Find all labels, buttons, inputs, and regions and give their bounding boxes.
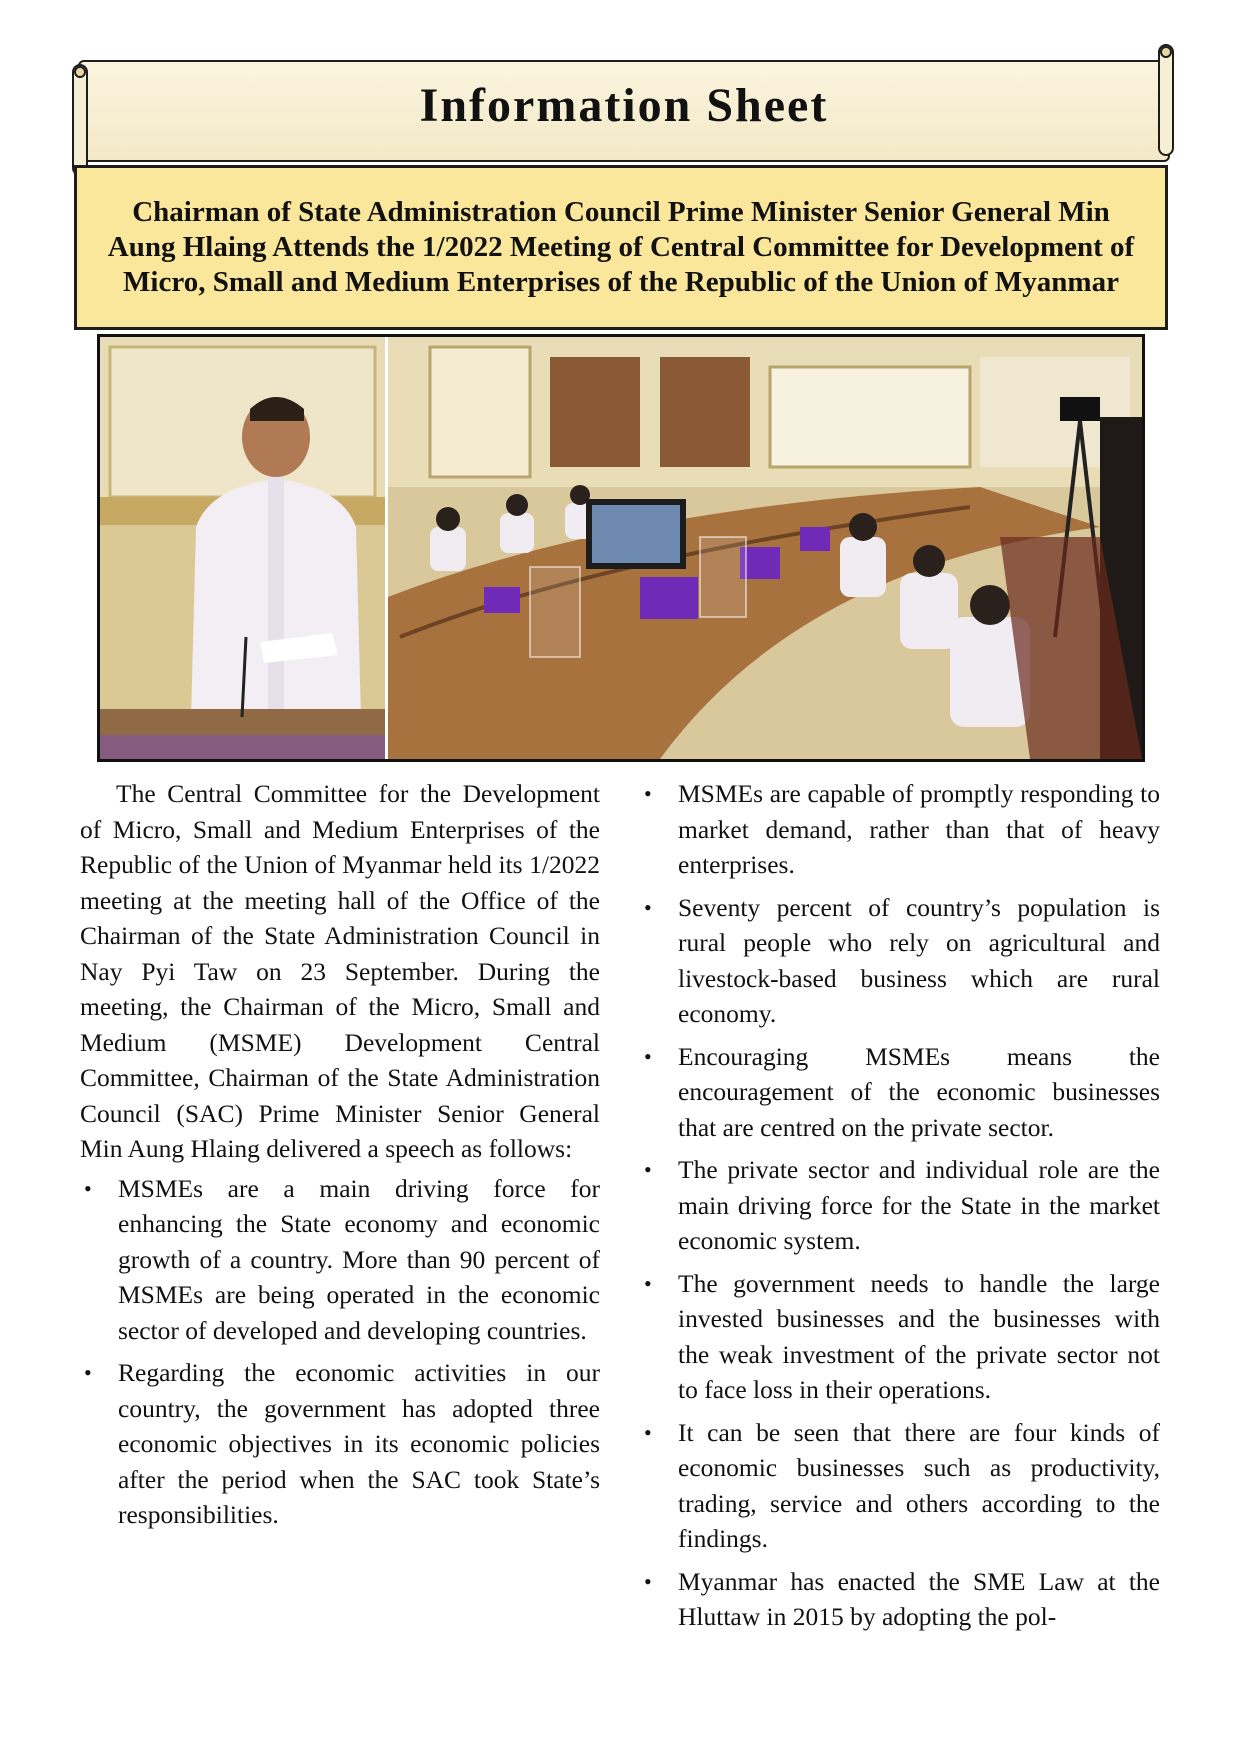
bullet-text: Regarding the economic activities in our country, the government has adopted three economic objectives in its economic policies after the period when the SAC took State’s responsibilities. (118, 1358, 600, 1529)
scroll-knob-left (74, 66, 86, 78)
bullet-icon: • (644, 894, 652, 920)
bullet-text: Myanmar has enacted the SME Law at the Hluttaw in 2015 by adopting the pol- (678, 1566, 1160, 1631)
bullet-icon: • (644, 1568, 652, 1594)
list-item (640, 1564, 1160, 1635)
bullet-text: The government needs to handle the large invested businesses and the businesses with the weak investment of the private sector not to face loss in their operations. (678, 1268, 1160, 1404)
bullet-icon: • (644, 1157, 652, 1182)
list-item (80, 1355, 600, 1533)
bullet-text: Encouraging MSMEs means the encouragement of the economic businesses that are centred on the private sector. (678, 1041, 1160, 1142)
page-title: Information Sheet (419, 79, 829, 132)
bullet-text: Seventy percent of country’s population is rural people who rely on agricultural and livestock-based business which are rural economy. (678, 892, 1160, 1028)
list-item (640, 1152, 1160, 1259)
bullet-icon: • (644, 1419, 652, 1445)
scroll-knob-right (1160, 46, 1172, 58)
body-right-column (640, 776, 1160, 1642)
headline-box (74, 165, 1168, 330)
body-left-column (80, 776, 600, 1540)
right-bullet-list (640, 776, 1160, 1635)
bullet-text: It can be seen that there are four kinds of economic businesses such as productivity, trading, service and others according to the findings. (678, 1417, 1160, 1553)
article-headline: Chairman of State Administration Council Prime Minister Senior General Min Aung Hlaing Attends the 1/2022 Meeting of Central Committee for Development of Micro, Small and Medium Enterprises of the Republic of the Union of Myanmar (107, 196, 1135, 298)
list-item (640, 890, 1160, 1032)
meeting-photo-icon (100, 337, 1142, 759)
bullet-icon: • (84, 1360, 92, 1385)
bullet-icon: • (84, 1175, 92, 1201)
list-item (640, 1039, 1160, 1146)
bullet-icon: • (644, 1270, 652, 1296)
list-item (640, 776, 1160, 883)
bullet-text: MSMEs are capable of promptly responding to market demand, rather than that of heavy enterprises. (678, 779, 1160, 879)
bullet-icon: • (644, 1043, 652, 1069)
list-item (640, 1266, 1160, 1408)
list-item (640, 1415, 1160, 1557)
bullet-icon: • (644, 781, 652, 806)
meeting-photo (97, 334, 1145, 762)
bullet-text: MSMEs are a main driving force for enhancing the State economy and economic growth of a country. More than 90 percent of MSMEs are being operated in the economic sector of developed and developing countries. (118, 1173, 600, 1345)
intro-paragraph: The Central Committee for the Development of Micro, Small and Medium Enterprises of the Republic of the Union of Myanmar held its 1/2022 meeting at the meeting hall of the Office of the Chairman of the State Administration Council in Nay Pyi Taw on 23 September. During the meeting, the Chairman of the Micro, Small and Medium (MSME) Development Central Committee, Chairman of the State Administration Council (SAC) Prime Minister Senior General Min Aung Hlaing delivered a speech as follows: (80, 779, 600, 1163)
list-item (80, 1171, 600, 1349)
bullet-text: The private sector and individual role are the main driving force for the State in the market economic system. (678, 1155, 1160, 1255)
left-bullet-list (80, 1171, 600, 1533)
